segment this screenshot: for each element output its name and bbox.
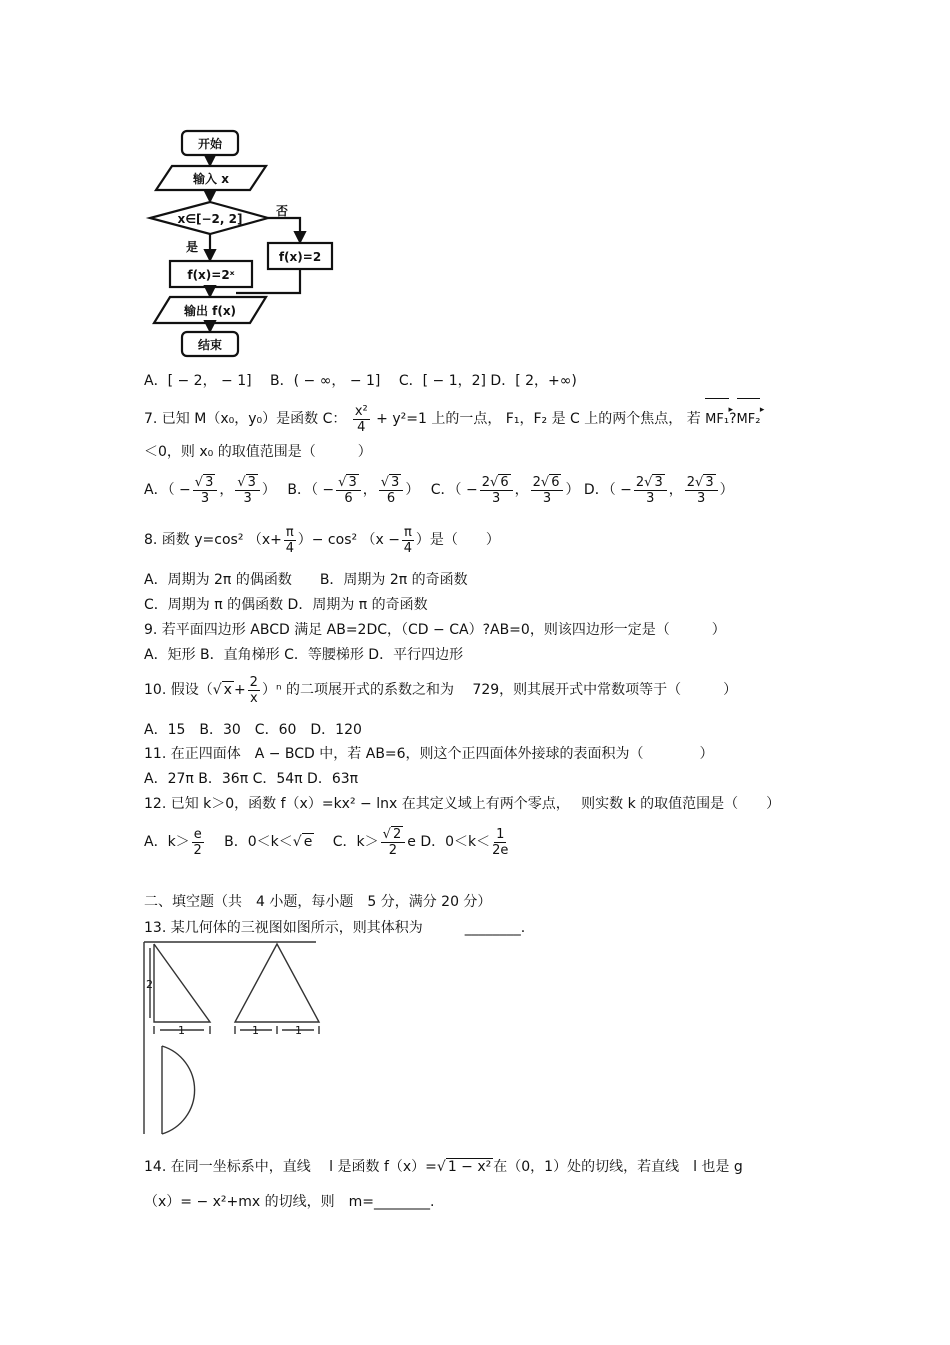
q8-stem-c: ）是（ ）: [415, 532, 500, 548]
q9-options: A．矩形 B．直角梯形 C．等腰梯形 D．平行四边形: [144, 647, 464, 663]
q7-opt-d: D．（ −: [583, 482, 632, 498]
front-view: [154, 944, 210, 1022]
front-width-label: 1: [178, 1024, 185, 1037]
q11-options: A．27π B．36π C．54π D．63π: [144, 771, 359, 787]
q12-opt-b: B．: [224, 834, 248, 850]
q8-stem-b: ）− cos² （x −: [297, 532, 401, 548]
side-view: [235, 944, 319, 1022]
q12-options: A．k＞ $\frac{e}{2}$ B．0＜k＜√ e C．k＞ √ $\frac{2}{2}$ e D．0＜k＜ $\frac{1}{2e}$: [144, 822, 510, 862]
q12-opt-a: A．: [144, 834, 168, 850]
flow-no-box: f(x)=2: [278, 250, 322, 264]
q12-opt-c: C．: [332, 834, 357, 850]
q9-stem: 9. 若平面四边形 ABCD 满足 AB=2DC，（CD − CA）?AB=0，则该四边形一定是（ ）: [144, 622, 726, 638]
q14-stem: [144, 1152, 743, 1182]
q14-line2: （x）= − x²+mx 的切线，则 m=________.: [144, 1194, 435, 1210]
q8-options-cd: C．周期为 π 的偶函数 D．周期为 π 的奇函数: [144, 597, 428, 613]
q7-vector-mf2: MF₂ ▸: [737, 396, 761, 440]
q6-options: A．[ − 2， − 1] B．( − ∞， − 1] C．[ − 1，2] D．[ 2，+∞): [144, 373, 577, 389]
flow-no-label: 否: [276, 204, 289, 218]
q14-stem-b: 在（0，1）处的切线，若直线 l 也是 g: [493, 1159, 743, 1175]
q12-opt-d: D．: [420, 834, 446, 850]
flowchart: [140, 125, 350, 360]
q7-stem: [144, 396, 760, 440]
q8-stem-a: 8. 函数 y=cos² （x+: [144, 532, 282, 548]
three-view-drawing: [140, 938, 330, 1138]
q8-stem: 8. 函数 y=cos² （x+ $\frac{\pi}{4}$ ）− cos² （x − $\frac{\pi}{4}$ ）是（ ）: [144, 524, 500, 556]
q14-stem-a: 14. 在同一坐标系中，直线 l 是函数 f（x）=: [144, 1159, 437, 1175]
q7-frac-den: 4: [357, 419, 366, 435]
q7-options: A．（ − √ $\frac{3}{3}$ ， √ $\frac{3}{3}$ ） B．（ − √ $\frac{3}{6}$ ， √ $\frac{3}{6}$ ） C．（ − $\frac{2√ 6}{3}$ ， $\frac{2√ 6}{3}$ ） D．（ − $\frac{2√ 3}{3}$ ， $\frac{2√ 3}{3}$ ）: [144, 470, 734, 510]
q7-stem-a: 7. 已知 M（x₀，y₀）是函数 C：: [144, 411, 347, 427]
q7-vector-mf1: MF₁ ▸: [705, 396, 729, 440]
q7-opt-a: A．（ −: [144, 482, 191, 498]
flow-input: 输入 x: [193, 172, 229, 186]
q7-line2: ＜0，则 x₀ 的取值范围是（ ）: [144, 444, 372, 460]
flow-yes-label: 是: [186, 240, 199, 254]
q10-stem-b: ）ⁿ 的二项展开式的系数之和为 729，则其展开式中常数项等于（ ）: [261, 682, 738, 698]
q7-dot: ?: [729, 411, 737, 427]
q13-stem: 13. 某几何体的三视图如图所示，则其体积为 ________.: [144, 920, 526, 936]
flow-end: 结束: [197, 338, 223, 352]
side-width-left-label: 1: [252, 1024, 259, 1037]
q10-options: A．15 B．30 C．60 D．120: [144, 722, 362, 738]
flow-condition: x∈[−2, 2]: [177, 212, 243, 226]
q11-stem: 11. 在正四面体 A − BCD 中，若 AB=6，则这个正四面体外接球的表面积为（ ）: [144, 746, 714, 762]
top-view: [162, 1046, 195, 1134]
q10-stem-a: 10. 假设（: [144, 682, 213, 698]
q12-stem: 12. 已知 k＞0，函数 f（x）=kx² − lnx 在其定义域上有两个零点， 则实数 k 的取值范围是（ ）: [144, 796, 781, 812]
height-label: 2: [146, 978, 153, 991]
flow-yes-box: f(x)=2ˣ: [187, 268, 235, 282]
q7-stem-b: + y²=1 上的一点， F₁，F₂ 是 C 上的两个焦点， 若: [376, 411, 701, 427]
q14-radicand: 1 − x²: [447, 1159, 492, 1175]
side-width-right-label: 1: [295, 1024, 302, 1037]
q10-stem: 10. 假设（√ x + $\frac{2}{x}$ ）ⁿ 的二项展开式的系数之和为 729，则其展开式中常数项等于（ ）: [144, 670, 737, 710]
q8-options-ab: A．周期为 2π 的偶函数 B．周期为 2π 的奇函数: [144, 572, 468, 588]
flow-start: 开始: [197, 137, 223, 151]
q7-opt-c: C．（ −: [430, 482, 478, 498]
q7-frac-num: x²: [354, 403, 368, 419]
section-2-heading: 二、填空题（共 4 小题，每小题 5 分，满分 20 分）: [144, 894, 492, 910]
flow-output: 输出 f(x): [183, 304, 237, 318]
q7-frac: [353, 404, 370, 435]
q7-opt-b: B．（ −: [287, 482, 335, 498]
